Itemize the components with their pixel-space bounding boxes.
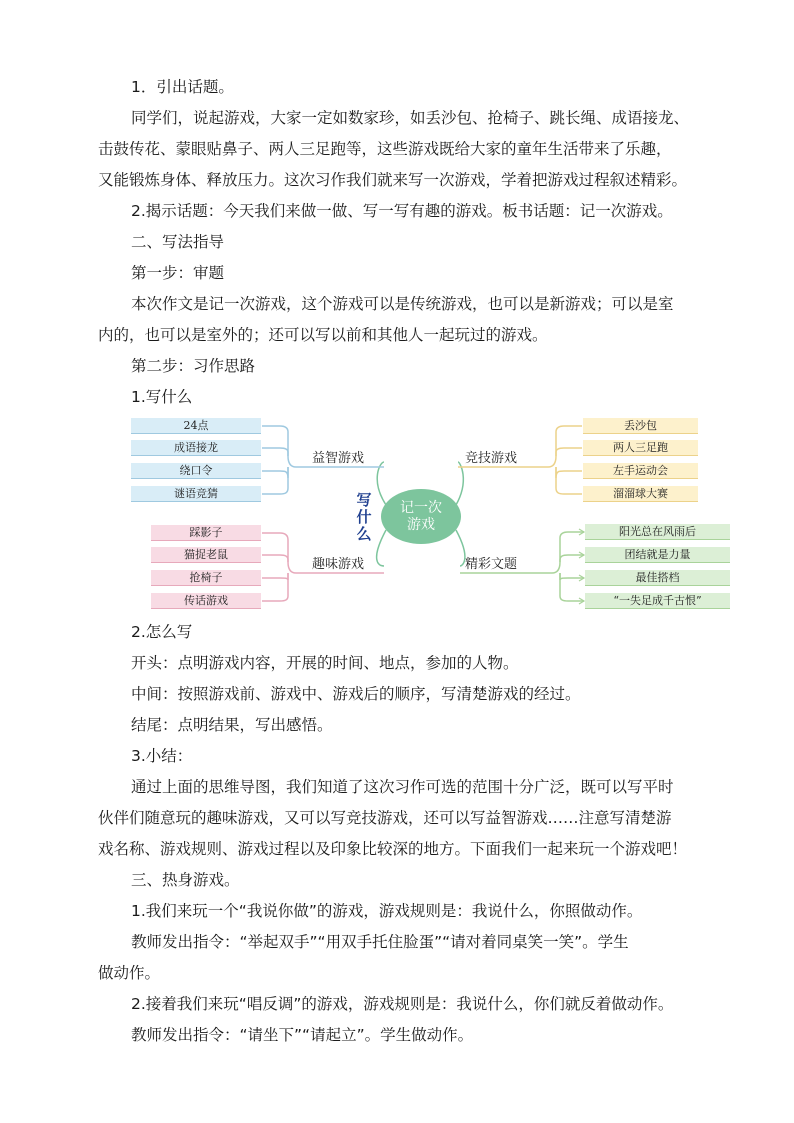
paragraph-line: 结尾：点明结果，写出感悟。 (131, 716, 333, 734)
mindmap-item-sport: 左手运动会 (583, 463, 698, 479)
mindmap-category-fun: 趣味游戏 (312, 557, 365, 572)
mindmap-item-sport: 溜溜球大赛 (583, 486, 698, 502)
paragraph-line: 通过上面的思维导图，我们知道了这次习作可选的范围十分广泛，既可以写平时 (131, 778, 674, 796)
paragraph-line: 戏名称、游戏规则、游戏过程以及印象比较深的地方。下面我们一起来玩一个游戏吧！ (98, 840, 688, 858)
paragraph-line: 做动作。 (98, 964, 161, 982)
paragraph-line: 1.我们来玩一个“我说你做”的游戏，游戏规则是：我说什么，你照做动作。 (131, 902, 643, 920)
mindmap-item-puzzle: 谜语竞猜 (131, 486, 261, 502)
mindmap-item-title: 阳光总在风雨后 (585, 524, 730, 540)
vertical-char: 么 (356, 525, 372, 543)
paragraph-line: 教师发出指令：“举起双手”“用双手托住脸蛋”“请对着同桌笑一笑”。学生 (131, 933, 629, 951)
paragraph-line: 击鼓传花、蒙眼贴鼻子、两人三足跑等，这些游戏既给大家的童年生活带来了乐趣， (98, 140, 672, 158)
center-line: 记一次 (400, 499, 442, 516)
paragraph-line: 2.揭示话题：今天我们来做一做、写一写有趣的游戏。板书话题：记一次游戏。 (131, 202, 673, 220)
mindmap-category-puzzle: 益智游戏 (312, 451, 365, 466)
section-heading-warmup: 三、热身游戏。 (131, 871, 240, 889)
step-heading: 第二步：习作思路 (131, 357, 256, 375)
mindmap-category-sport: 竞技游戏 (465, 451, 518, 466)
mindmap-item-puzzle: 成语接龙 (131, 440, 261, 456)
mindmap-item-fun: 踩影子 (151, 525, 261, 541)
paragraph-line: 中间：按照游戏前、游戏中、游戏后的顺序，写清楚游戏的经过。 (131, 685, 581, 703)
paragraph-line: 本次作文是记一次游戏，这个游戏可以是传统游戏，也可以是新游戏；可以是室 (131, 295, 674, 313)
mindmap-item-puzzle: 绕口令 (131, 463, 261, 479)
paragraph-line: 内的，也可以是室外的；还可以写以前和其他人一起玩过的游戏。 (98, 326, 548, 344)
subheading-how-to-write: 2.怎么写 (131, 623, 193, 641)
connector-center-fun (377, 530, 386, 566)
mindmap-item-title: 团结就是力量 (585, 547, 730, 563)
section-heading-writing-guide: 二、写法指导 (131, 233, 225, 251)
paragraph-line: 同学们，说起游戏，大家一定如数家珍，如丢沙包、抢椅子、跳长绳、成语接龙、 (131, 109, 690, 127)
paragraph-line: 又能锻炼身体、释放压力。这次习作我们就来写一次游戏，学着把游戏过程叙述精彩。 (98, 171, 688, 189)
paragraph-line: 2.接着我们来玩“唱反调”的游戏，游戏规则是：我说什么，你们就反着做动作。 (131, 995, 674, 1013)
mindmap-vertical-label (355, 492, 373, 543)
mindmap-item-puzzle: 24点 (131, 418, 261, 434)
subheading-what-to-write: 1.写什么 (131, 388, 193, 406)
center-line: 游戏 (407, 516, 435, 533)
connector-center-title (456, 530, 465, 566)
vertical-char: 写 (356, 491, 372, 509)
paragraph-line: 开头：点明游戏内容，开展的时间、地点，参加的人物。 (131, 654, 519, 672)
heading-introduce-topic: 1．引出话题。 (131, 78, 234, 96)
mindmap-item-fun: 抢椅子 (151, 570, 261, 586)
mindmap-item-fun: 猫捉老鼠 (151, 547, 261, 563)
subheading-summary: 3.小结： (131, 747, 193, 765)
mindmap-item-sport: 丢沙包 (583, 418, 698, 434)
vertical-char: 什 (356, 508, 372, 526)
step-heading: 第一步：审题 (131, 264, 225, 282)
mindmap-item-sport: 两人三足跑 (583, 440, 698, 456)
mindmap-item-fun: 传话游戏 (151, 593, 261, 609)
mindmap-center-node (381, 489, 461, 544)
mindmap-category-title: 精彩文题 (465, 557, 518, 572)
paragraph-line: 伙伴们随意玩的趣味游戏，又可以写竞技游戏，还可以写益智游戏……注意写清楚游 (98, 809, 672, 827)
paragraph-line: 教师发出指令：“请坐下”“请起立”。学生做动作。 (131, 1026, 474, 1044)
mindmap-item-title: “一失足成千古恨” (585, 593, 730, 609)
mindmap-item-title: 最佳搭档 (585, 570, 730, 586)
